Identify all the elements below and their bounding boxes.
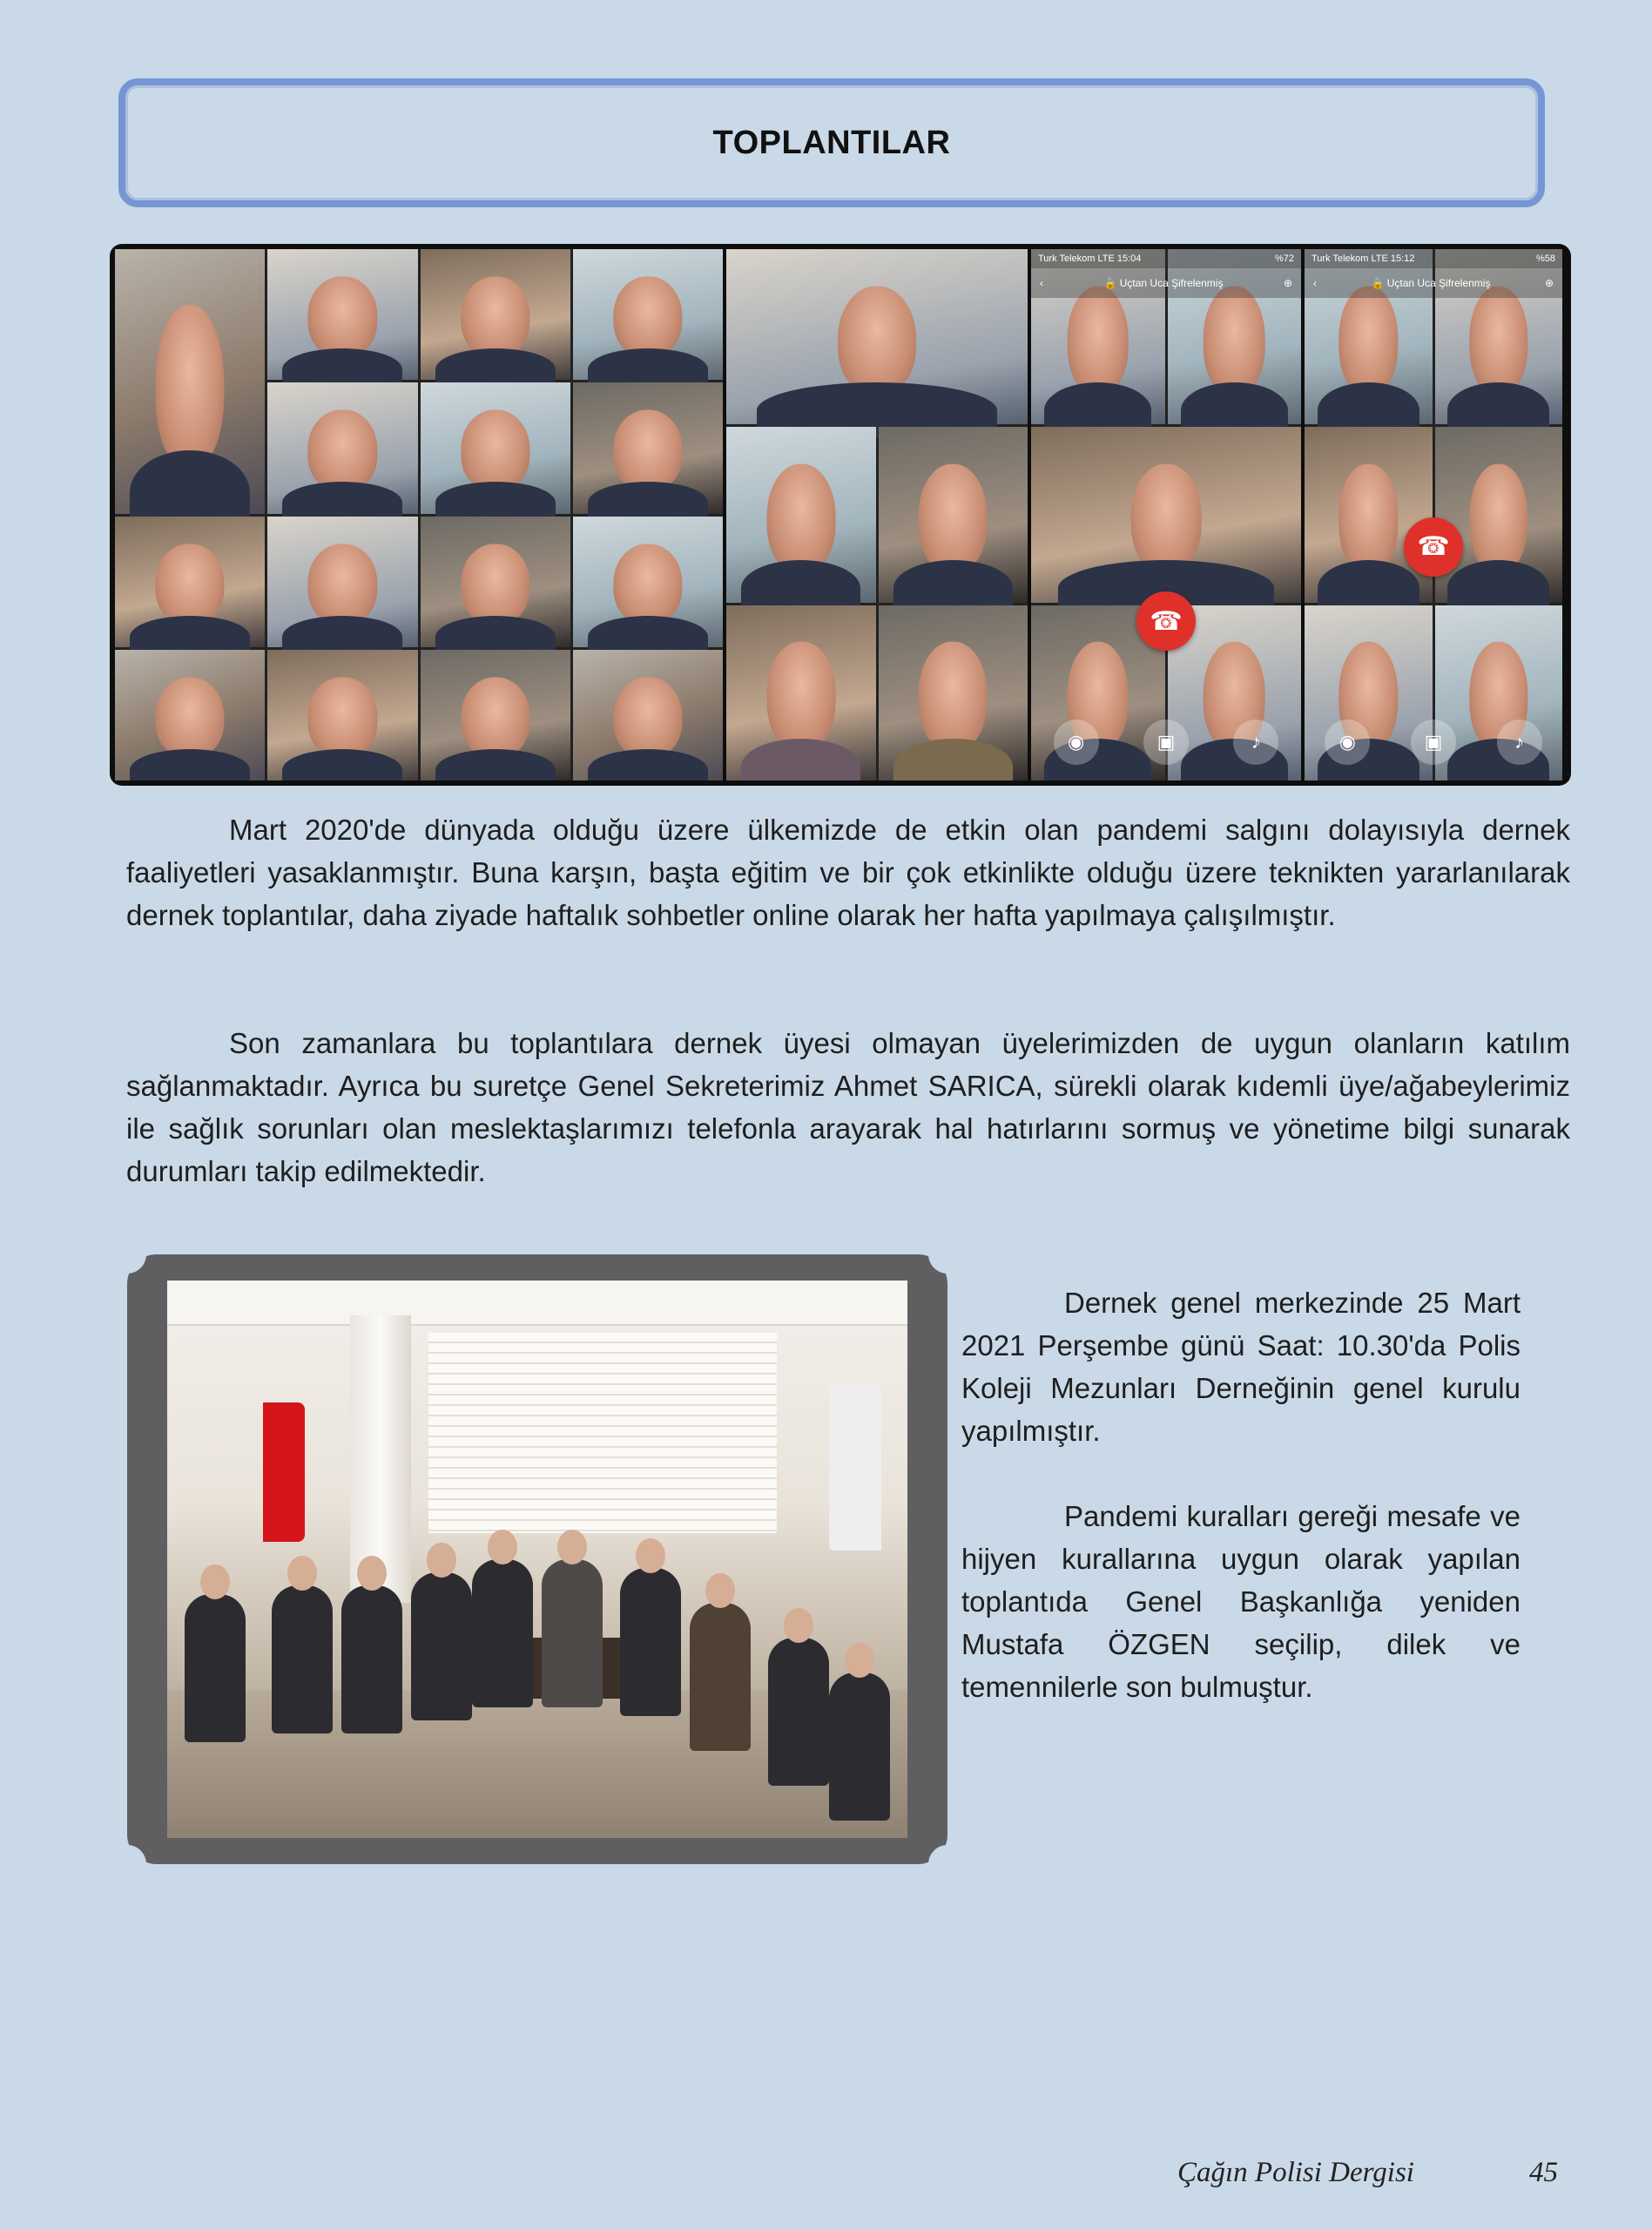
participant-tile (1031, 427, 1301, 602)
participant-tile (421, 249, 570, 380)
association-flag (829, 1385, 881, 1551)
participant-tile (879, 427, 1028, 602)
paragraph-text: Pandemi kuralları gereği mesafe ve hijyen kurallarına uygun olarak yapılan toplantıda Genel Başkanlığa yeniden Mustafa ÖZGEN seçilip, dilek ve temennilerle son bulmuştur. (961, 1500, 1521, 1703)
phone-call-screen (1031, 249, 1301, 780)
participant-tile (267, 249, 417, 380)
participant-tile (267, 650, 417, 780)
participant-tile (573, 517, 723, 647)
call-controls (1031, 720, 1301, 765)
video-call-grid-panel (726, 249, 1028, 780)
meeting-photo (167, 1281, 907, 1838)
phone-call-screen (1305, 249, 1562, 780)
mute-icon[interactable]: ♪ (1233, 720, 1278, 765)
article-paragraph-1 (126, 808, 1570, 936)
phone-call-header (1031, 268, 1301, 298)
participant-tile (115, 249, 265, 514)
participant-tile (421, 650, 570, 780)
back-arrow-icon[interactable]: ‹ (1313, 277, 1317, 289)
end-call-icon[interactable]: ☎ (1404, 517, 1463, 577)
side-paragraph-1 (961, 1281, 1521, 1452)
participant-tile (421, 517, 570, 647)
meeting-photo-frame (127, 1254, 947, 1864)
phone-status-bar (1305, 249, 1562, 268)
add-participant-icon[interactable]: ⊕ (1283, 277, 1292, 289)
paragraph-text: Dernek genel merkezinde 25 Mart 2021 Perşembe günü Saat: 10.30'da Polis Koleji Mezunları Derneğinin genel kurulu yapılmıştır. (961, 1287, 1521, 1447)
magazine-name: Çağın Polisi Dergisi (1177, 2157, 1414, 2188)
participant-tile (726, 605, 876, 780)
encryption-label: 🔒 Uçtan Uca Şifrelenmiş (1103, 277, 1224, 289)
participant-tile (1305, 427, 1433, 602)
paragraph-text: Mart 2020'de dünyada olduğu üzere ülkemizde de etkin olan pandemi salgını dolayısıyla dernek faaliyetleri yasaklanmıştır. Buna karşın, başta eğitim ve bir çok etkinlikte olduğu üzere teknikten yararlanılarak dernek toplantılar, daha ziyade haftalık sohbetler online olarak her hafta yapılmaya çalışılmıştır. (126, 814, 1570, 931)
mute-icon[interactable]: ♪ (1497, 720, 1542, 765)
video-call-grid-panel (115, 249, 723, 780)
video-off-icon[interactable]: ▣ (1143, 720, 1189, 765)
phone-call-header (1305, 268, 1562, 298)
page-title: TOPLANTILAR (712, 124, 951, 161)
phone-status-bar (1031, 249, 1301, 268)
participant-tile (115, 650, 265, 780)
participant-tile (421, 382, 570, 513)
paragraph-text: Son zamanlara bu toplantılara dernek üyesi olmayan üyelerimizden de uygun olanların katılım sağlanmaktadır. Ayrıca bu suretçe Genel Sekreterimiz Ahmet SARICA, sürekli olarak kıdemli üye/ağabeylerimiz ile sağlık sorunları olan meslektaşlarımızı telefonla arayarak hal hatırlarını sormuş ve yönetime bilgi sunarak durumları takip edilmektedir. (126, 1027, 1570, 1187)
participant-tile (267, 517, 417, 647)
participant-tile (267, 382, 417, 513)
call-controls (1305, 720, 1562, 765)
participant-tile (115, 517, 265, 647)
video-off-icon[interactable]: ▣ (1411, 720, 1456, 765)
add-participant-icon[interactable]: ⊕ (1544, 277, 1554, 289)
participant-tile (1435, 427, 1563, 602)
back-arrow-icon[interactable]: ‹ (1040, 277, 1043, 289)
phone-battery-text: %72 (1274, 253, 1294, 264)
phone-battery-text: %58 (1535, 253, 1555, 264)
participant-tile (573, 249, 723, 380)
phone-carrier-text: Turk Telekom LTE 15:12 (1311, 253, 1415, 264)
video-call-collage (110, 244, 1571, 786)
page-footer (0, 2157, 1652, 2192)
side-paragraph-2 (961, 1495, 1521, 1708)
participant-tile (879, 605, 1028, 780)
participant-tile (573, 382, 723, 513)
participant-tile (726, 427, 876, 602)
camera-switch-icon[interactable]: ◉ (1054, 720, 1099, 765)
encryption-label: 🔒 Uçtan Uca Şifrelenmiş (1371, 277, 1491, 289)
camera-switch-icon[interactable]: ◉ (1325, 720, 1370, 765)
participant-tile (573, 650, 723, 780)
end-call-icon[interactable]: ☎ (1136, 591, 1196, 651)
page-number: 45 (1529, 2157, 1558, 2188)
participant-tile (726, 249, 1028, 424)
article-paragraph-2 (126, 1022, 1570, 1193)
page-title-box (118, 78, 1545, 207)
turkish-flag (263, 1402, 305, 1542)
phone-carrier-text: Turk Telekom LTE 15:04 (1038, 253, 1142, 264)
